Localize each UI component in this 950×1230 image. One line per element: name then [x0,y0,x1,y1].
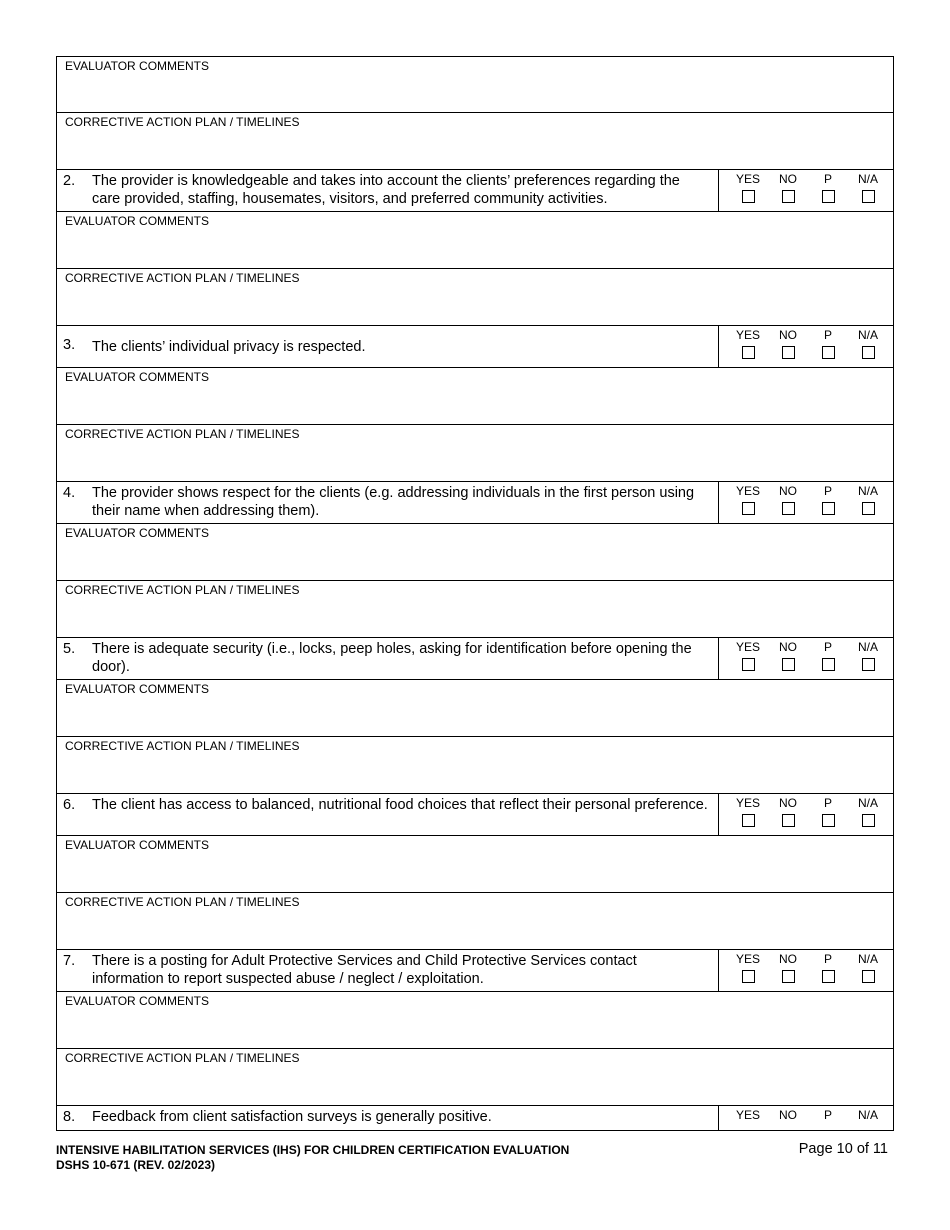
option-no [770,328,806,367]
option-p [810,484,846,523]
corrective-action-field[interactable] [56,113,894,170]
option-no [770,172,806,211]
option-p [810,952,846,991]
option-yes-label: YES [735,328,760,342]
option-p-label: P [823,640,832,654]
option-na-label: N/A [857,172,878,186]
evaluator-comments-field-label: EVALUATOR COMMENTS [65,526,210,540]
option-na-checkbox[interactable] [862,814,875,827]
option-no [770,952,806,991]
option-na [850,952,886,991]
option-na-checkbox[interactable] [862,502,875,515]
question-label: Feedback from client satisfaction surveys is generally positive. [92,1109,492,1125]
question-number: 6. [63,797,76,813]
question-number: 7. [63,953,76,969]
question-row [56,794,894,836]
answer-options [718,1106,893,1130]
question-text [57,170,718,211]
corrective-action-field[interactable] [56,581,894,638]
corrective-action-field-label: CORRECTIVE ACTION PLAN / TIMELINES [65,427,300,441]
option-na [850,172,886,211]
evaluator-comments-field[interactable] [56,368,894,425]
option-yes-checkbox[interactable] [742,658,755,671]
option-no-checkbox[interactable] [782,658,795,671]
option-na-checkbox[interactable] [862,346,875,359]
option-yes-label: YES [735,484,760,498]
corrective-action-field-label: CORRECTIVE ACTION PLAN / TIMELINES [65,895,300,909]
corrective-action-field[interactable] [56,1049,894,1106]
corrective-action-field-label: CORRECTIVE ACTION PLAN / TIMELINES [65,1051,300,1065]
option-no [770,796,806,835]
option-yes-label: YES [735,172,760,186]
option-yes-checkbox[interactable] [742,346,755,359]
question-text [57,1106,718,1130]
option-p-checkbox[interactable] [822,502,835,515]
option-p-checkbox[interactable] [822,814,835,827]
option-na-label: N/A [857,640,878,654]
question-row [56,326,894,368]
corrective-action-field-label: CORRECTIVE ACTION PLAN / TIMELINES [65,583,300,597]
question-label: The client has access to balanced, nutritional food choices that reflect their personal preference. [92,797,708,813]
question-text [57,482,718,523]
evaluator-comments-field[interactable] [56,212,894,269]
option-yes [730,328,766,367]
option-no-checkbox[interactable] [782,814,795,827]
option-no-checkbox[interactable] [782,502,795,515]
option-p-label: P [823,952,832,966]
option-no-label: NO [779,328,797,342]
question-label: There is a posting for Adult Protective Services and Child Protective Services contact information to report suspected abuse / neglect / exploitation. [92,953,637,987]
option-p-checkbox[interactable] [822,658,835,671]
evaluation-form [56,56,894,1131]
option-yes [730,172,766,211]
question-label: The clients’ individual privacy is respected. [92,338,366,355]
answer-options [718,638,893,679]
evaluator-comments-field-label: EVALUATOR COMMENTS [65,994,210,1008]
footer-form-title: INTENSIVE HABILITATION SERVICES (IHS) FOR CHILDREN CERTIFICATION EVALUATION [56,1143,570,1157]
option-no-label: NO [779,1108,797,1122]
question-text [57,638,718,679]
option-na-checkbox[interactable] [862,190,875,203]
option-p-checkbox[interactable] [822,970,835,983]
option-no-label: NO [779,484,797,498]
option-yes [730,796,766,835]
evaluator-comments-field[interactable] [56,836,894,893]
question-text [57,794,718,835]
option-yes-checkbox[interactable] [742,502,755,515]
option-no-label: NO [779,172,797,186]
answer-options [718,326,893,367]
evaluator-comments-field[interactable] [56,56,894,113]
option-na-label: N/A [857,952,878,966]
option-na [850,796,886,835]
question-row [56,482,894,524]
corrective-action-field-label: CORRECTIVE ACTION PLAN / TIMELINES [65,739,300,753]
question-number: 8. [63,1109,76,1125]
option-p [810,172,846,211]
question-number: 5. [63,641,76,657]
option-no [770,1108,806,1130]
option-yes-checkbox[interactable] [742,970,755,983]
option-no-checkbox[interactable] [782,970,795,983]
answer-options [718,482,893,523]
option-na-checkbox[interactable] [862,658,875,671]
answer-options [718,170,893,211]
page-number: Page 10 of 11 [798,1141,888,1157]
option-no-checkbox[interactable] [782,346,795,359]
question-label: There is adequate security (i.e., locks, peep holes, asking for identification before opening the door). [92,641,692,675]
option-na-checkbox[interactable] [862,970,875,983]
question-row [56,170,894,212]
option-p-label: P [823,328,832,342]
option-na-label: N/A [857,1108,878,1122]
option-p [810,328,846,367]
question-number: 3. [63,337,76,353]
option-yes [730,952,766,991]
option-p [810,1108,846,1130]
corrective-action-field-label: CORRECTIVE ACTION PLAN / TIMELINES [65,271,300,285]
evaluator-comments-field-label: EVALUATOR COMMENTS [65,214,210,228]
option-p-label: P [823,484,832,498]
evaluator-comments-field[interactable] [56,524,894,581]
option-na [850,640,886,679]
evaluator-comments-field[interactable] [56,680,894,737]
option-p [810,640,846,679]
corrective-action-field[interactable] [56,893,894,950]
option-no [770,640,806,679]
option-na [850,1108,886,1130]
option-na-label: N/A [857,796,878,810]
question-number: 2. [63,173,76,189]
evaluator-comments-field-label: EVALUATOR COMMENTS [65,838,210,852]
footer-form-id: DSHS 10-671 (REV. 02/2023) [56,1158,215,1172]
evaluator-comments-field-label: EVALUATOR COMMENTS [65,682,210,696]
option-na [850,328,886,367]
option-yes-checkbox[interactable] [742,190,755,203]
option-p-label: P [823,172,832,186]
evaluator-comments-field-label: EVALUATOR COMMENTS [65,59,210,73]
question-row [56,638,894,680]
option-yes-label: YES [735,1108,760,1122]
option-no-label: NO [779,952,797,966]
corrective-action-field[interactable] [56,425,894,482]
option-yes-label: YES [735,952,760,966]
corrective-action-field-label: CORRECTIVE ACTION PLAN / TIMELINES [65,115,300,129]
answer-options [718,950,893,991]
question-row [56,950,894,992]
option-p-checkbox[interactable] [822,190,835,203]
option-na-label: N/A [857,328,878,342]
option-no-label: NO [779,640,797,654]
evaluator-comments-field-label: EVALUATOR COMMENTS [65,370,210,384]
option-na [850,484,886,523]
option-yes [730,1108,766,1130]
option-yes [730,640,766,679]
option-p-label: P [823,796,832,810]
answer-options [718,794,893,835]
option-no-checkbox[interactable] [782,190,795,203]
option-na-label: N/A [857,484,878,498]
option-p-checkbox[interactable] [822,346,835,359]
corrective-action-field[interactable] [56,737,894,794]
question-text [57,950,718,991]
question-text [57,326,718,367]
option-no [770,484,806,523]
option-p [810,796,846,835]
question-number: 4. [63,485,76,501]
option-yes-label: YES [735,796,760,810]
option-yes [730,484,766,523]
question-label: The provider is knowledgeable and takes into account the clients’ preferences regarding the care provided, staffing, housemates, visitors, and preferred community activities. [92,173,680,207]
option-p-label: P [823,1108,832,1122]
question-row [56,1106,894,1131]
evaluator-comments-field[interactable] [56,992,894,1049]
question-label: The provider shows respect for the clients (e.g. addressing individuals in the first person using their name when addressing them). [92,485,695,519]
corrective-action-field[interactable] [56,269,894,326]
option-no-label: NO [779,796,797,810]
option-yes-checkbox[interactable] [742,814,755,827]
option-yes-label: YES [735,640,760,654]
